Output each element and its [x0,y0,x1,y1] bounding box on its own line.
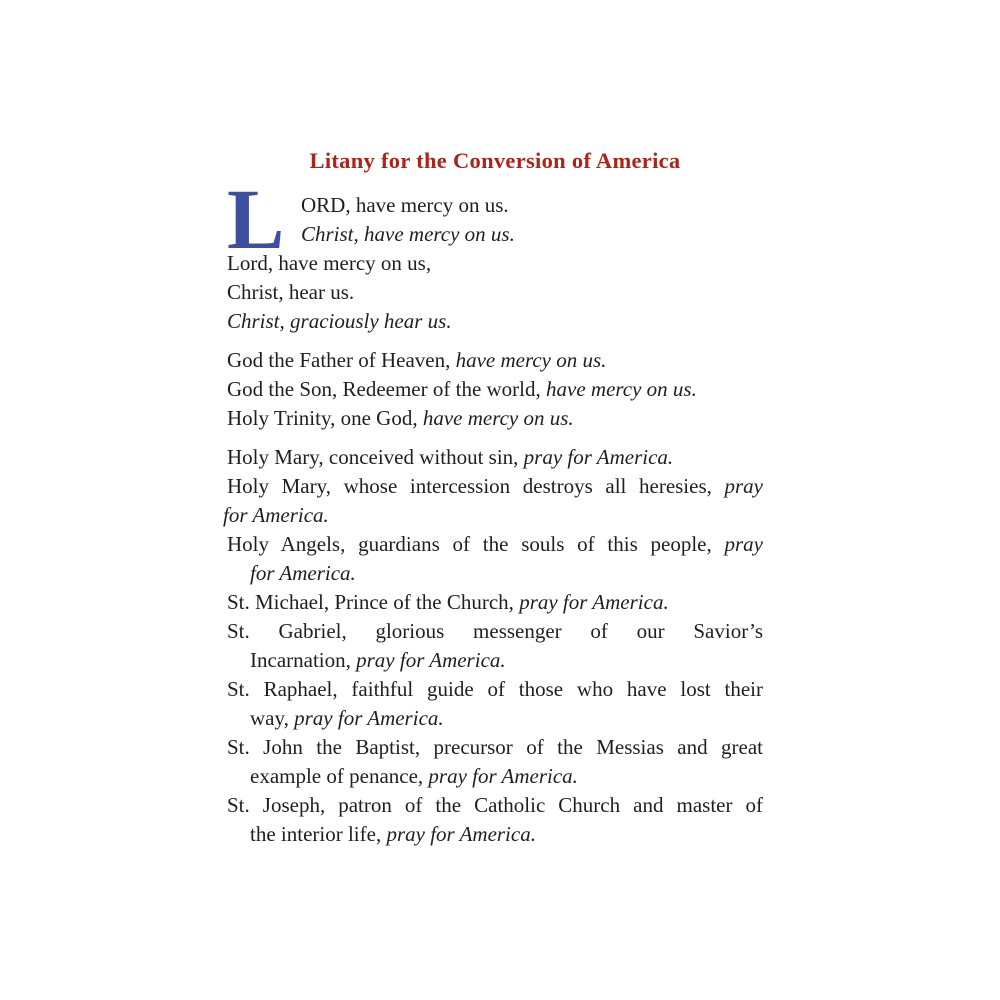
invocation-text: Holy Mary, whose intercession destroys all heresies, [227,474,725,498]
litany-line [227,791,763,820]
page-title: Litany for the Conversion of America [309,148,681,173]
response-text: have mercy on us. [455,348,607,372]
response-text: pray for America. [356,648,506,672]
litany-line [227,307,763,336]
litany-line [227,733,763,762]
litany-line [227,443,763,472]
invocation-text: St. Joseph, patron of the Catholic Church and master of [227,793,763,817]
response-text: for America. [223,503,329,527]
invocation-text: Holy Trinity, one God, [227,406,423,430]
response-text: pray for America. [294,706,444,730]
response-text: Christ, have mercy on us. [301,222,515,246]
response-text: pray for America. [519,590,669,614]
litany-line [227,249,763,278]
litany-line [227,375,763,404]
response-text: Christ, graciously hear us. [227,309,452,333]
invocation-text: Holy Mary, conceived without sin, [227,445,524,469]
litany-line [227,220,763,249]
invocation-text: St. John the Baptist, precursor of the Messias and great [227,735,763,759]
litany-line [227,559,763,588]
litany-line [227,588,763,617]
response-text: for America. [250,561,356,585]
litany-line [227,820,763,849]
text-column [223,148,763,849]
litany-line [227,617,763,646]
invocation-text: Christ, hear us. [227,280,355,304]
response-text: pray for America. [386,822,536,846]
litany-line [227,346,763,375]
litany-line [227,704,763,733]
invocation-text: St. Michael, Prince of the Church, [227,590,520,614]
response-text: have mercy on us. [422,406,574,430]
invocation-text: God the Son, Redeemer of the world, [227,377,547,401]
litany-lines [223,171,763,849]
response-text: pray for America. [523,445,674,469]
invocation-text: Incarnation, [250,648,357,672]
invocation-text: St. Raphael, faithful guide of those who have lost their [227,677,763,701]
litany-line [227,675,763,704]
response-text: pray [724,532,763,556]
invocation-text: God the Father of Heaven, [227,348,456,372]
invocation-text: the interior life, [250,822,387,846]
response-text: pray for America. [428,764,578,788]
response-text: pray [724,474,763,498]
invocation-text: example of penance, [250,764,429,788]
invocation-text: Lord, have mercy on us, [227,251,432,275]
invocation-text: Holy Angels, guardians of the souls of this people, [227,532,725,556]
litany-line [227,472,763,501]
litany-line [227,762,763,791]
dropcap-initial: L [227,171,285,267]
invocation-text: St. Gabriel, glorious messenger of our Savior’s [227,619,763,643]
invocation-text: way, [250,706,295,730]
litany-line [227,404,763,433]
litany-line [227,278,763,307]
litany-line [227,530,763,559]
litany-line [223,501,763,530]
invocation-text: ORD, have mercy on us. [301,193,509,217]
response-text: have mercy on us. [546,377,697,401]
litany-line [227,191,763,220]
litany-line [227,646,763,675]
